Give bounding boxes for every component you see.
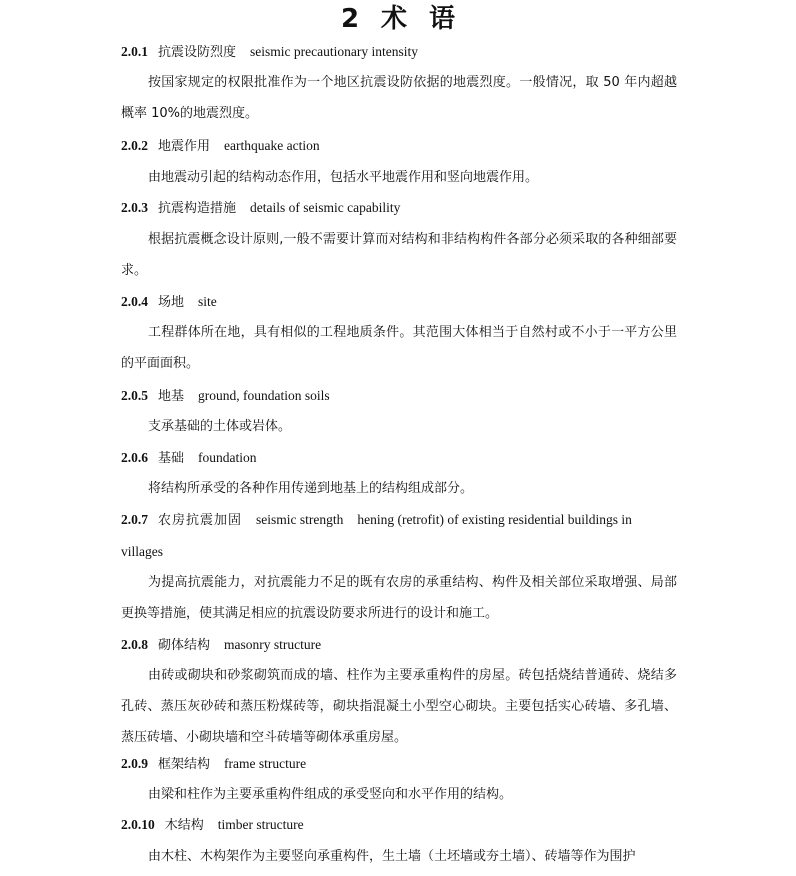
term-english: masonry structure bbox=[224, 637, 322, 652]
term-number: 2.0.1 bbox=[121, 44, 148, 59]
term-definition: 由砖或砌块和砂浆砌筑而成的墙、柱作为主要承重构件的房屋。砖包括烧结普通砖、烧结多孔砖、蒸压灰砂砖和蒸压粉煤砖等，砌块指混凝土小型空心砌块。主要包括实心砖墙、多孔墙、蒸压砖墙、小砌块墙和空斗砖墙等砌体承重房屋。 bbox=[121, 668, 677, 745]
term-number: 2.0.8 bbox=[121, 637, 148, 652]
chapter-title bbox=[0, 2, 796, 36]
term-definition: 为提高抗震能力，对抗震能力不足的既有农房的承重结构、构件及相关部位采取增强、局部更换等措施，使其满足相应的抗震设防要求所进行的设计和施工。 bbox=[121, 575, 677, 621]
term-english: villages bbox=[121, 544, 163, 559]
term-chinese: 框架结构 bbox=[158, 757, 211, 772]
term-number: 2.0.3 bbox=[121, 200, 148, 215]
term-chinese: 地基 bbox=[158, 389, 185, 404]
term-definition: 根据抗震概念设计原则,一般不需要计算而对结构和非结构构件各部分必须采取的各种细部要求。 bbox=[121, 232, 677, 278]
term-chinese: 抗震设防烈度 bbox=[158, 45, 237, 60]
term-english: foundation bbox=[198, 450, 257, 465]
term-definition: 由地震动引起的结构动态作用，包括水平地震作用和竖向地震作用。 bbox=[148, 170, 539, 185]
chapter-title-char-1: 术 bbox=[381, 4, 408, 34]
term-heading bbox=[121, 292, 681, 313]
term-heading bbox=[121, 754, 681, 775]
term-chinese: 农房抗震加固 bbox=[158, 513, 243, 528]
term-english: seismic strength bbox=[256, 512, 344, 527]
term-definition: 由木柱、木构架作为主要竖向承重构件，生土墙（土坯墙或夯土墙）、砖墙等作为围护 bbox=[148, 849, 636, 864]
term-definition: 按国家规定的权限批准作为一个地区抗震设防依据的地震烈度。一般情况，取 50 年内超越概率 10%的地震烈度。 bbox=[121, 75, 677, 121]
term-english: details of seismic capability bbox=[250, 200, 401, 215]
term-heading bbox=[121, 510, 681, 531]
term-definition: 工程群体所在地，具有相似的工程地质条件。其范围大体相当于自然村或不小于一平方公里的平面面积。 bbox=[121, 325, 677, 371]
term-number: 2.0.2 bbox=[121, 138, 148, 153]
term-definition: 由梁和柱作为主要承重构件组成的承受竖向和水平作用的结构。 bbox=[148, 787, 513, 802]
term-heading bbox=[121, 635, 681, 656]
term-definition: 支承基础的土体或岩体。 bbox=[148, 419, 292, 434]
term-heading bbox=[121, 136, 681, 157]
term-english: earthquake action bbox=[224, 138, 320, 153]
term-english: timber structure bbox=[217, 817, 304, 832]
term-chinese: 抗震构造措施 bbox=[158, 201, 237, 216]
term-number: 2.0.6 bbox=[121, 450, 148, 465]
term-number: 2.0.7 bbox=[121, 512, 148, 527]
term-number: 2.0.9 bbox=[121, 756, 148, 771]
term-chinese: 基础 bbox=[158, 451, 185, 466]
term-heading bbox=[121, 448, 681, 469]
term-chinese: 场地 bbox=[158, 295, 185, 310]
term-number: 2.0.4 bbox=[121, 294, 148, 309]
term-english: frame structure bbox=[224, 756, 307, 771]
term-chinese: 地震作用 bbox=[158, 139, 211, 154]
term-english: hening (retrofit) of existing residential buildings in bbox=[357, 512, 632, 527]
chapter-title-char-2: 语 bbox=[429, 4, 456, 34]
term-heading bbox=[121, 386, 681, 407]
term-heading-continued bbox=[121, 542, 681, 562]
term-heading bbox=[121, 42, 681, 63]
term-heading bbox=[121, 815, 681, 836]
term-chinese: 木结构 bbox=[164, 818, 204, 833]
term-definition: 将结构所承受的各种作用传递到地基上的结构组成部分。 bbox=[148, 481, 474, 496]
term-number: 2.0.5 bbox=[121, 388, 148, 403]
term-chinese: 砌体结构 bbox=[158, 638, 211, 653]
chapter-number: 2 bbox=[340, 4, 360, 34]
term-heading bbox=[121, 198, 681, 219]
term-english: ground, foundation soils bbox=[198, 388, 330, 403]
term-english: site bbox=[198, 294, 217, 309]
term-english: seismic precautionary intensity bbox=[250, 44, 418, 59]
term-number: 2.0.10 bbox=[121, 817, 155, 832]
